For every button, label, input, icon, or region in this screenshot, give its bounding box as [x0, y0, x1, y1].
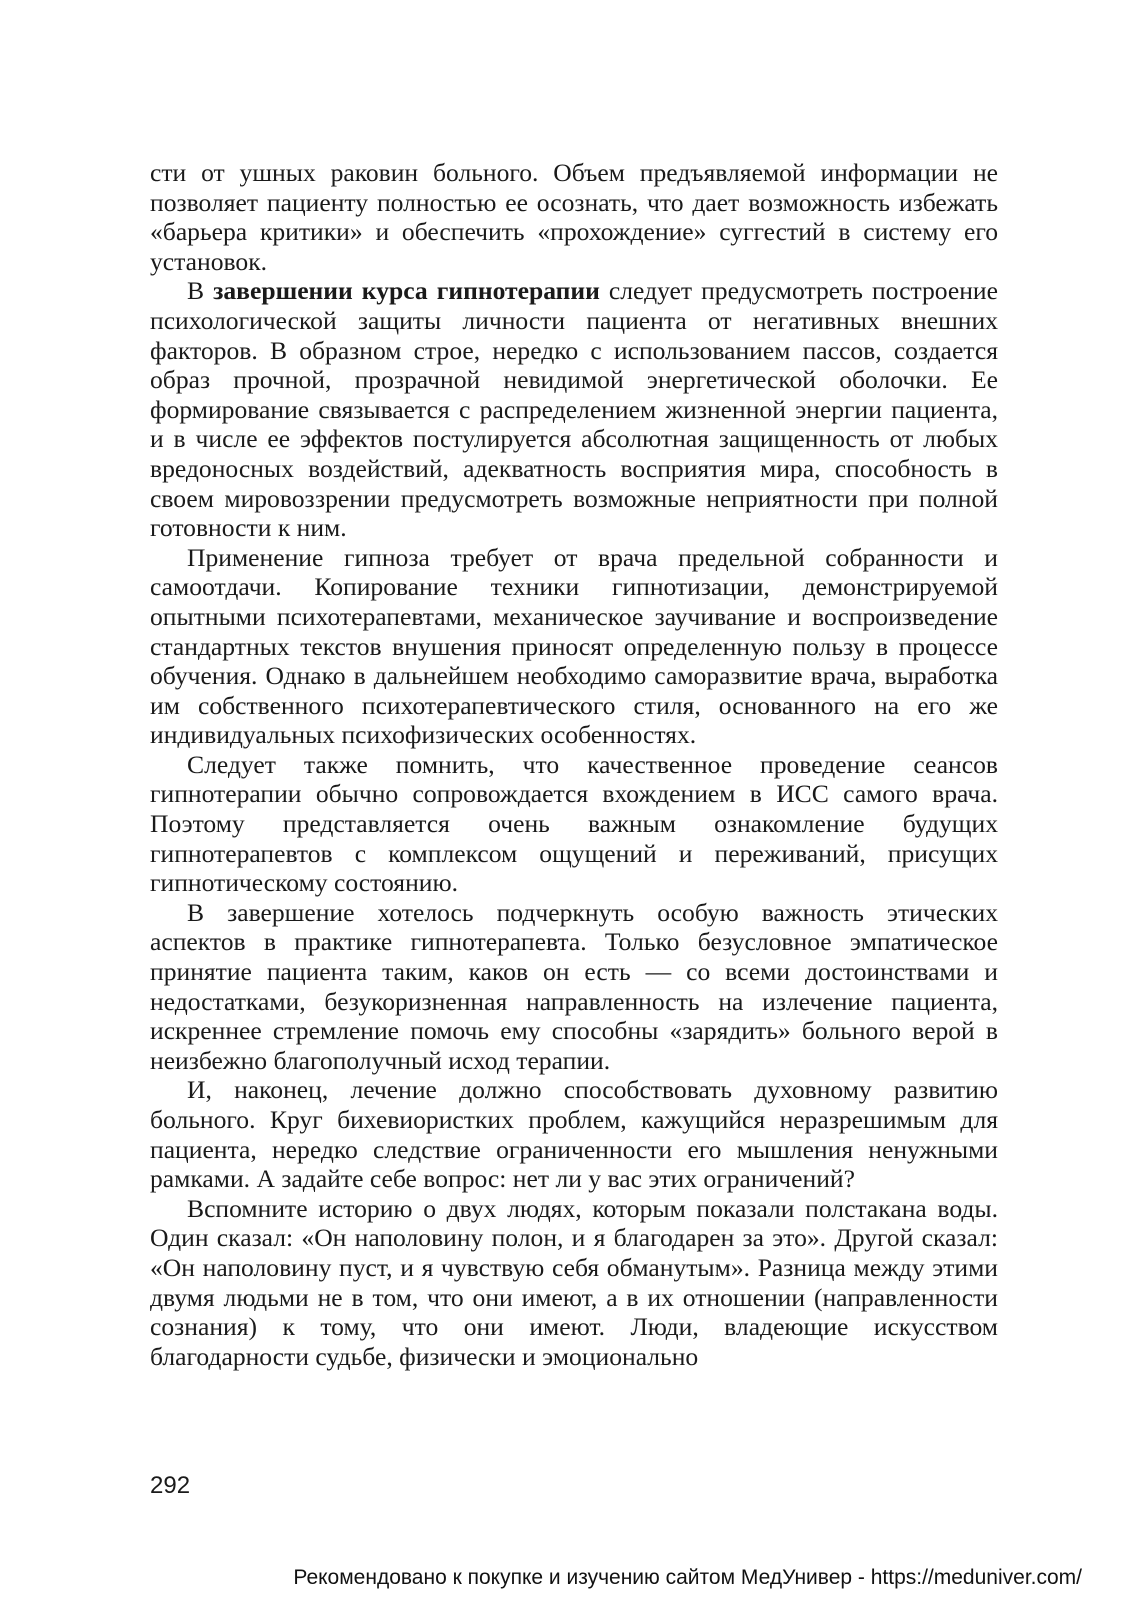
paragraph-2-prefix: В — [187, 276, 214, 306]
paragraph-7: Вспомните историю о двух людях, которым показали полстакана воды. Один сказал: «Он наполовину полон, и я благодарен за это». Другой сказал: «Он наполовину пуст, и я чувствую себя обманутым». Разница между этими двумя людьми не в том, что они имеют, а в их отношении (направленности сознания) к тому, что они имеют. Люди, владеющие искусством благодарности судьбе, физически и эмоционально — [150, 1193, 998, 1371]
paragraph-6: И, наконец, лечение должно способствовать духовному развитию больного. Круг бихевиористких проблем, кажущийся неразрешимым для пациента, нередко следствие ограниченности его мышления ненужными рамками. А задайте себе вопрос: нет ли у вас этих ограничений? — [150, 1075, 998, 1194]
paragraph-2-bold-term: завершении курса гипнотерапии — [213, 276, 600, 306]
page-body-text — [150, 158, 998, 1371]
paragraph-2 — [150, 276, 998, 542]
footer-recommendation: Рекомендовано к покупке и изучению сайтом МедУнивер - https://meduniver.com/ — [293, 1566, 1082, 1589]
paragraph-1: сти от ушных раковин больного. Объем предъявляемой информации не позволяет пациенту полностью ее осознать, что дает возможность избежать «барьера критики» и обеспечить «прохождение» суггестий в систему его установок. — [150, 158, 998, 276]
paragraph-5: В завершение хотелось подчеркнуть особую важность этических аспектов в практике гипнотерапевта. Только безусловное эмпатическое принятие пациента таким, каков он есть — со всеми достоинствами и недостатками, безукоризненная направленность на излечение пациента, искреннее стремление помочь ему способны «зарядить» больного верой в неизбежно благополучный исход терапии. — [150, 897, 998, 1075]
paragraph-4: Следует также помнить, что качественное проведение сеансов гипнотерапии обычно сопровождается вхождением в ИСС самого врача. Поэтому представляется очень важным ознакомление будущих гипнотерапевтов с комплексом ощущений и переживаний, присущих гипнотическому состоянию. — [150, 749, 998, 898]
paragraph-3: Применение гипноза требует от врача предельной собранности и самоотдачи. Копирование техники гипнотизации, демонстрируемой опытными психотерапевтами, механическое заучивание и воспроизведение стандартных текстов внушения приносят определенную пользу в процессе обучения. Однако в дальнейшем необходимо саморазвитие врача, выработка им собственного психотерапевтического стиля, основанного на его же индивидуальных психофизических особенностях. — [150, 542, 998, 750]
page-number: 292 — [150, 1472, 191, 1499]
paragraph-2-text: следует предусмотреть построение психологической защиты личности пациента от негативных внешних факторов. В образном строе, нередко с использованием пассов, создается образ прочной, прозрачной невидимой энергетической оболочки. Ее формирование связывается с распределением жизненной энергии пациента, и в числе ее эффектов постулируется абсолютная защищенность от любых вредоносных воздействий, адекватность восприятия мира, способность в своем мировоззрении предусмотреть возможные неприятности при полной готовности к ним. — [150, 276, 998, 543]
